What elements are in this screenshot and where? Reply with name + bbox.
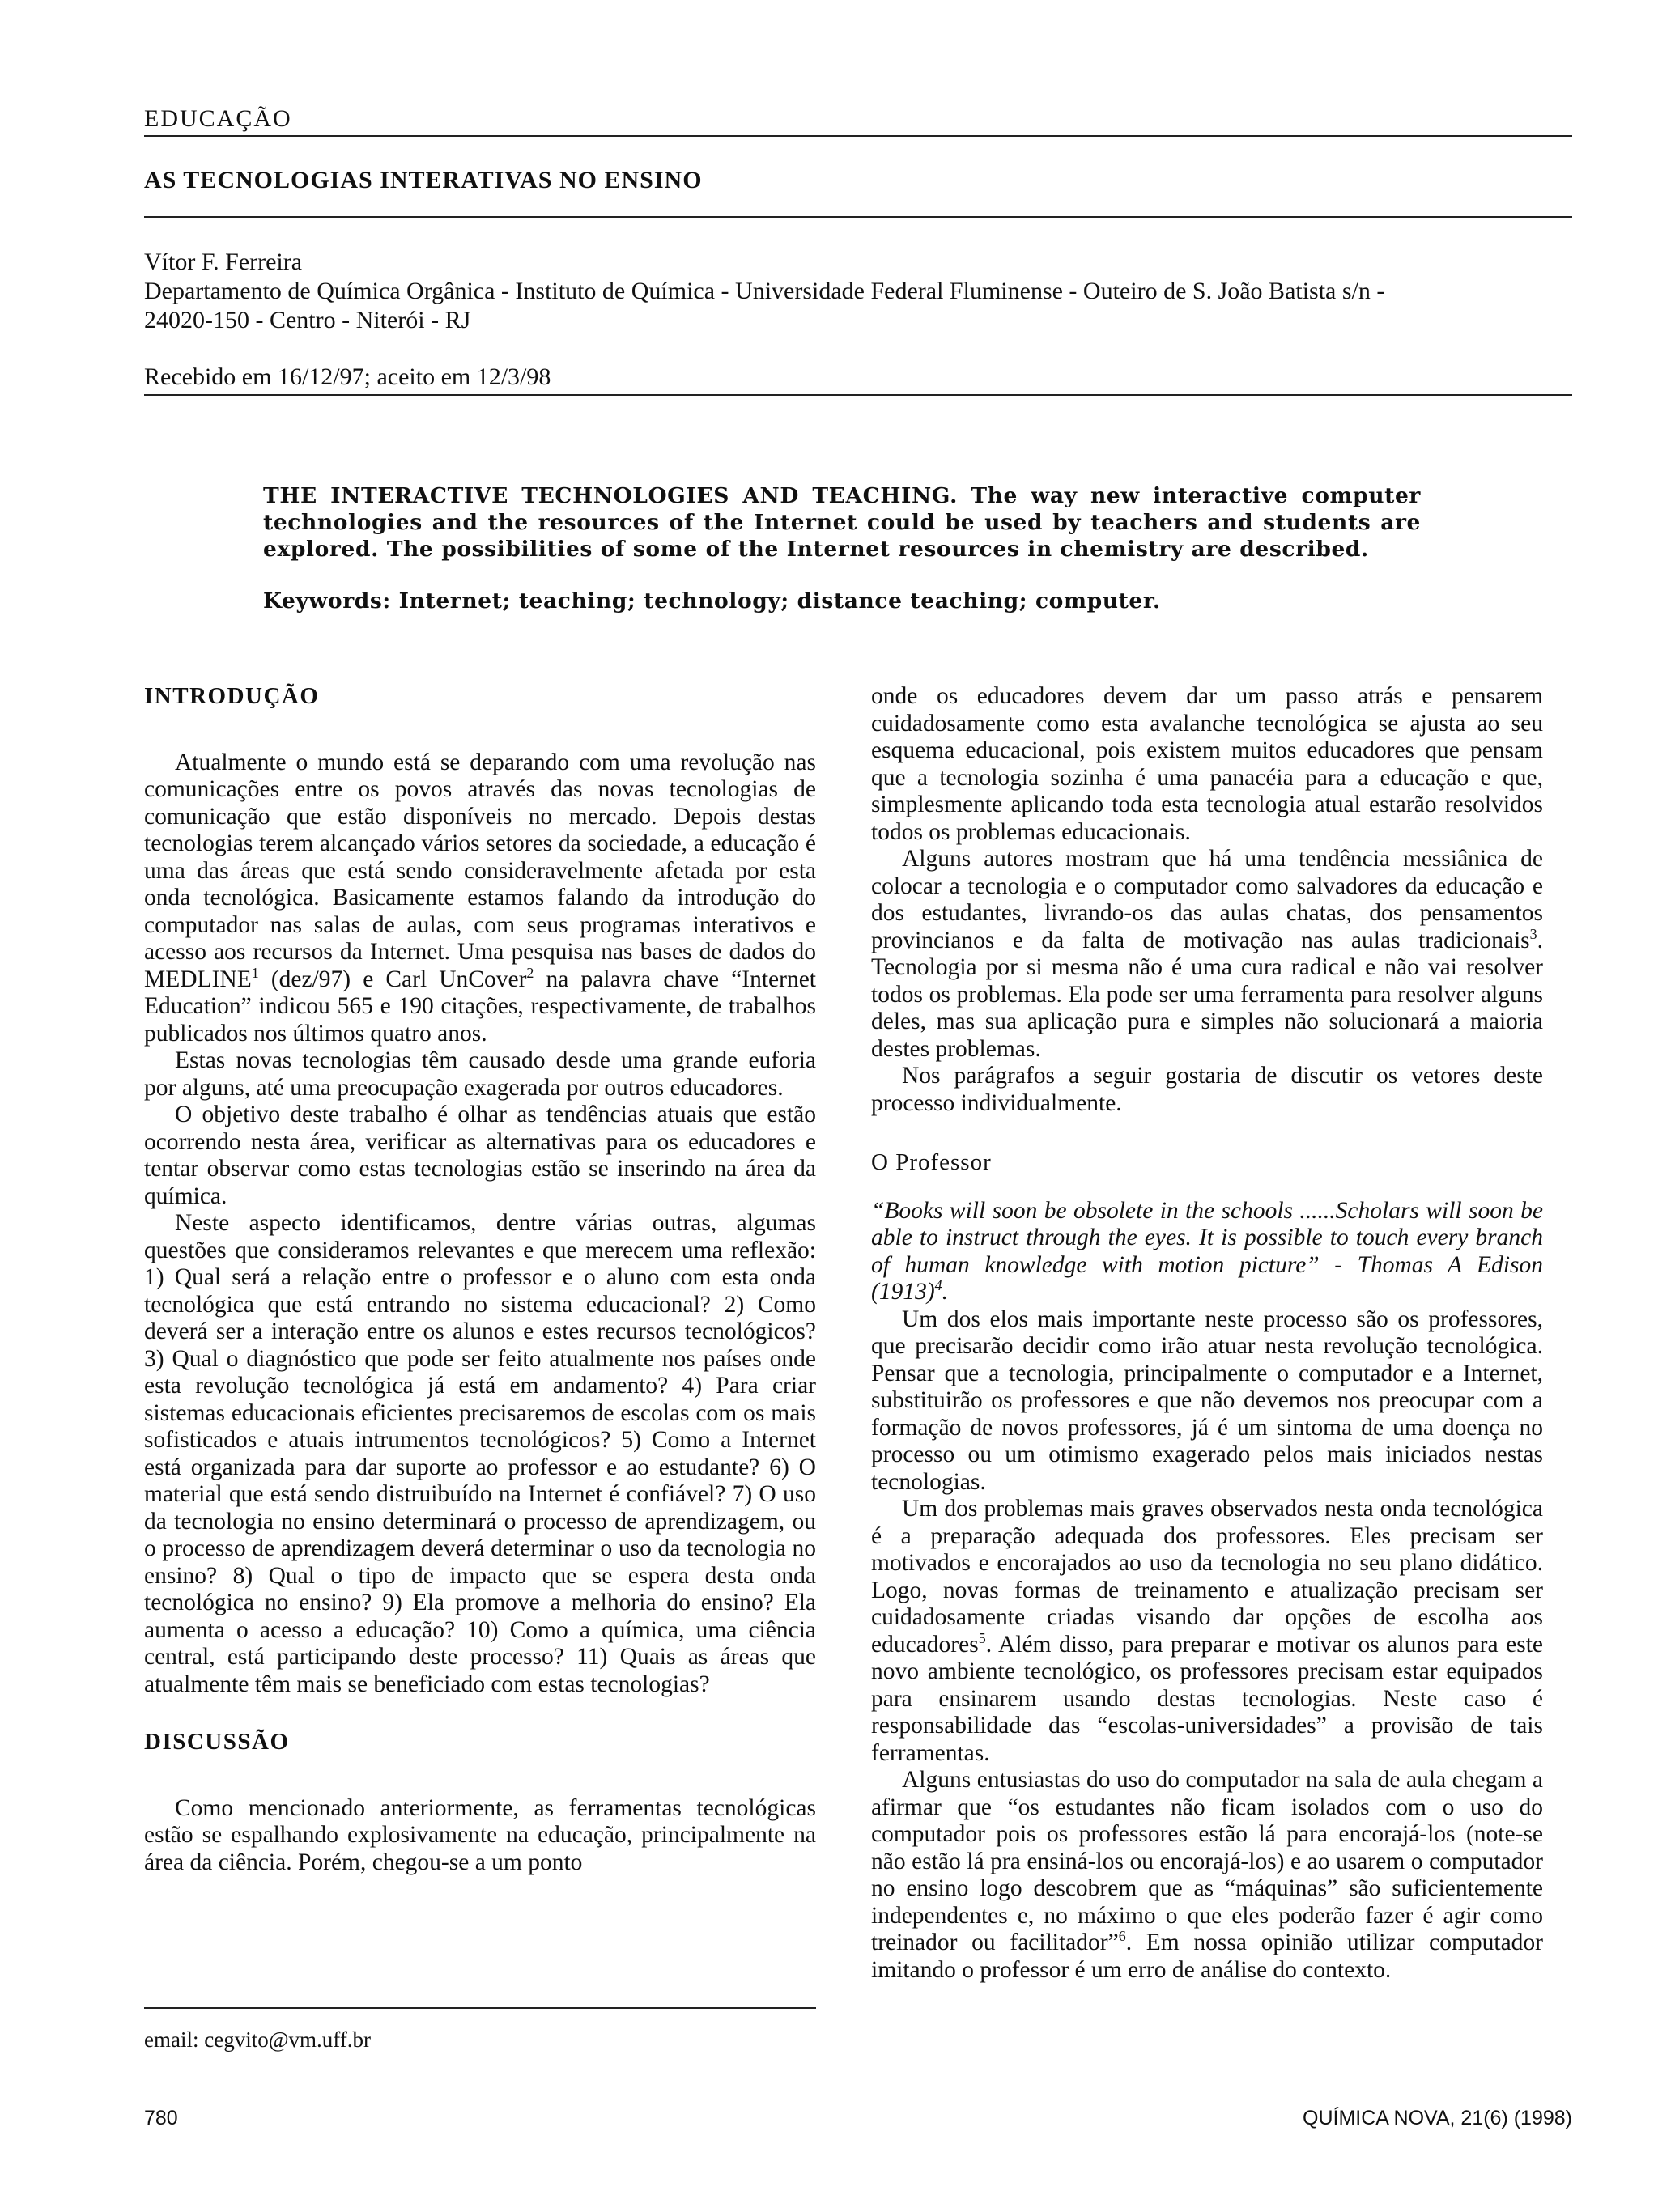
discussion-paragraph-4: Nos parágrafos a seguir gostaria de discutir os vetores deste processo individualmente. <box>871 1063 1543 1116</box>
right-column <box>871 683 1543 1984</box>
section-label: EDUCAÇÃO <box>144 105 292 132</box>
author-affiliation-line1: Departamento de Química Orgânica - Instituto de Química - Universidade Federal Fluminense - Outeiro de S. João Batista s/n - <box>144 278 1385 304</box>
discussion-paragraph-1: Como mencionado anteriormente, as ferramentas tecnológicas estão se espalhando explosivamente na educação, principalmente na área da ciência. Porém, chegou-se a um ponto <box>144 1794 816 1875</box>
left-column <box>144 683 816 1876</box>
professor-paragraph-2: Um dos problemas mais graves observados nesta onda tecnológica é a preparação adequada dos professores. Eles precisam ser motivados e encorajados ao uso da tecnologia no seu plano didático. Logo, novas formas de treinamento e atualização precisam ser cuidadosamente criadas visando dar opções de escolha aos educadores$^5$. Além disso, para preparar e motivar os alunos para este novo ambiente tecnológico, os professores precisam estar equipados para ensinarem usando destas tecnologias. Neste caso é responsabilidade das “escolas-universidades” a provisão de tais ferramentas. <box>871 1496 1543 1766</box>
heading-professor: O Professor <box>871 1149 992 1175</box>
intro-paragraph-1: Atualmente o mundo está se deparando com uma revolução nas comunicações entre os povos através das novas tecnologias de comunicação que estão disponíveis no mercado. Depois destas tecnologias terem alcançado vários setores da sociedade, a educação é uma das áreas que está sendo consideravelmente afetada por esta onda tecnológica. Basicamente estamos falando da introdução do computador nas salas de aulas, com seus programas interativos e acesso aos recursos da Internet. Uma pesquisa nas bases de dados do MEDLINE$^1$ (dez/97) e Carl UnCover$^2$ na palavra chave “Internet Education” indicou 565 e 190 citações, respectivamente, de trabalhos publicados nos últimos quatro anos. <box>144 749 817 1047</box>
header-rule <box>144 135 1572 137</box>
heading-introduction: INTRODUÇÃO <box>144 683 320 709</box>
intro-paragraph-3: O objetivo deste trabalho é olhar as tendências atuais que estão ocorrendo nesta área, verificar as alternativas para os educadores e tentar observar como estas tecnologias estão se inserindo na área da química. <box>144 1102 816 1209</box>
article-title: AS TECNOLOGIAS INTERATIVAS NO ENSINO <box>144 167 703 193</box>
edison-quote: “Books will soon be obsolete in the schools ......Scholars will soon be able to instruct through the eyes. It is possible to touch every branch of human knowledge with motion picture” - Thomas A Edison $(1913)^4$. <box>871 1197 1543 1305</box>
abstract <box>263 482 1421 639</box>
heading-discussion: DISCUSSÃO <box>144 1729 290 1755</box>
footnote-email: email: cegvito@vm.uff.br <box>144 2027 372 2052</box>
footnote-rule <box>144 2007 816 2009</box>
meta-rule <box>144 394 1572 396</box>
received-date: Recebido em 16/12/97; aceito em 12/3/98 <box>144 363 551 390</box>
discussion-paragraph-2: onde os educadores devem dar um passo atrás e pensarem cuidadosamente como esta avalanche tecnológica se ajusta ao seu esquema educacional, pois existem muitos educadores que pensam que a tecnologia sozinha é uma panacéia para a educação e que, simplesmente aplicando toda esta tecnologia atual estarão resolvidos todos os problemas educacionais. <box>871 683 1543 845</box>
author-affiliation-line2: 24020-150 - Centro - Niterói - RJ <box>144 307 471 333</box>
keywords: Keywords: Internet; teaching; technology; distance teaching; computer. <box>263 588 1161 614</box>
author-name: Vítor F. Ferreira <box>144 248 303 275</box>
professor-paragraph-1: Um dos elos mais importante neste processo são os professores, que precisarão decidir como irão atuar nesta revolução tecnológica. Pensar que a tecnologia, principalmente o computador e a Internet, substituirão os professores e que não devemos nos preocupar com a formação de novos professores, já é um sintoma de uma doença no processo ou um otimismo exagerado pelos mais iniciados nestas tecnologias. <box>871 1306 1543 1495</box>
professor-paragraph-3: Alguns entusiastas do uso do computador na sala de aula chegam a afirmar que “os estudantes não ficam isolados com o uso do computador pois os professores estão lá para encorajá-los (note-se não estão lá pra ensiná-los ou encorajá-los) e ao usarem o computador no ensino logo descobrem que as “máquinas” são suficientemente independentes e, no máximo o que eles poderão fazer é agir como treinador ou facilitador”$^6$. Em nossa opinião utilizar computador imitando o professor é um erro de análise do contexto. <box>871 1767 1543 1983</box>
intro-paragraph-4: Neste aspecto identificamos, dentre várias outras, algumas questões que consideramos relevantes e que merecem uma reflexão: 1) Qual será a relação entre o professor e o aluno com esta onda tecnológica que está entrando no sistema educacional? 2) Como deverá ser a interação entre os alunos e estes recursos tecnológicos? 3) Qual o diagnóstico que pode ser feito atualmente nos países onde esta revolução tecnológica já está em andamento? 4) Para criar sistemas educacionais eficientes precisaremos de escolas com os mais sofisticados e atuais intrumentos tecnológicos? 5) Como a Internet está organizada para dar suporte ao professor e ao estudante? 6) O material que está sendo distruibuído na Internet é confiável? 7) O uso da tecnologia no ensino determinará o processo de aprendizagem, ou o processo de aprendizagem deverá determinar o uso da tecnologia no ensino? 8) Qual o tipo de impacto que se espera desta onda tecnológica no ensino? 9) Ela promove a melhoria do ensino? Ela aumenta o acesso a educação? 10) Como a química, uma ciência central, está participando deste processo? 11) Quais as áreas que atualmente têm mais se beneficiado com estas tecnologias? <box>144 1210 816 1697</box>
page-number: 780 <box>144 2107 178 2129</box>
title-rule <box>144 216 1572 218</box>
abstract-text: THE INTERACTIVE TECHNOLOGIES AND TEACHING. The way new interactive computer technologies and the resources of the Internet could be used by teachers and students are explored. The possibilities of some of the Internet resources in chemistry are described. <box>263 483 1421 562</box>
intro-paragraph-2: Estas novas tecnologias têm causado desde uma grande euforia por alguns, até uma preocupação exagerada por outros educadores. <box>144 1047 816 1101</box>
discussion-paragraph-3: Alguns autores mostram que há uma tendência messiânica de colocar a tecnologia e o computador como salvadores da educação e dos estudantes, livrando-os das aulas chatas, dos pensamentos provincianos e da falta de motivação nas aulas tradicionais$^3$. Tecnologia por si mesma não é uma cura radical e não vai resolver todos os problemas. Ela pode ser uma ferramenta para resolver alguns deles, mas sua aplicação pura e simples não solucionará a maioria destes problemas. <box>871 846 1543 1062</box>
journal-citation: QUÍMICA NOVA, 21(6) (1998) <box>1303 2107 1572 2129</box>
